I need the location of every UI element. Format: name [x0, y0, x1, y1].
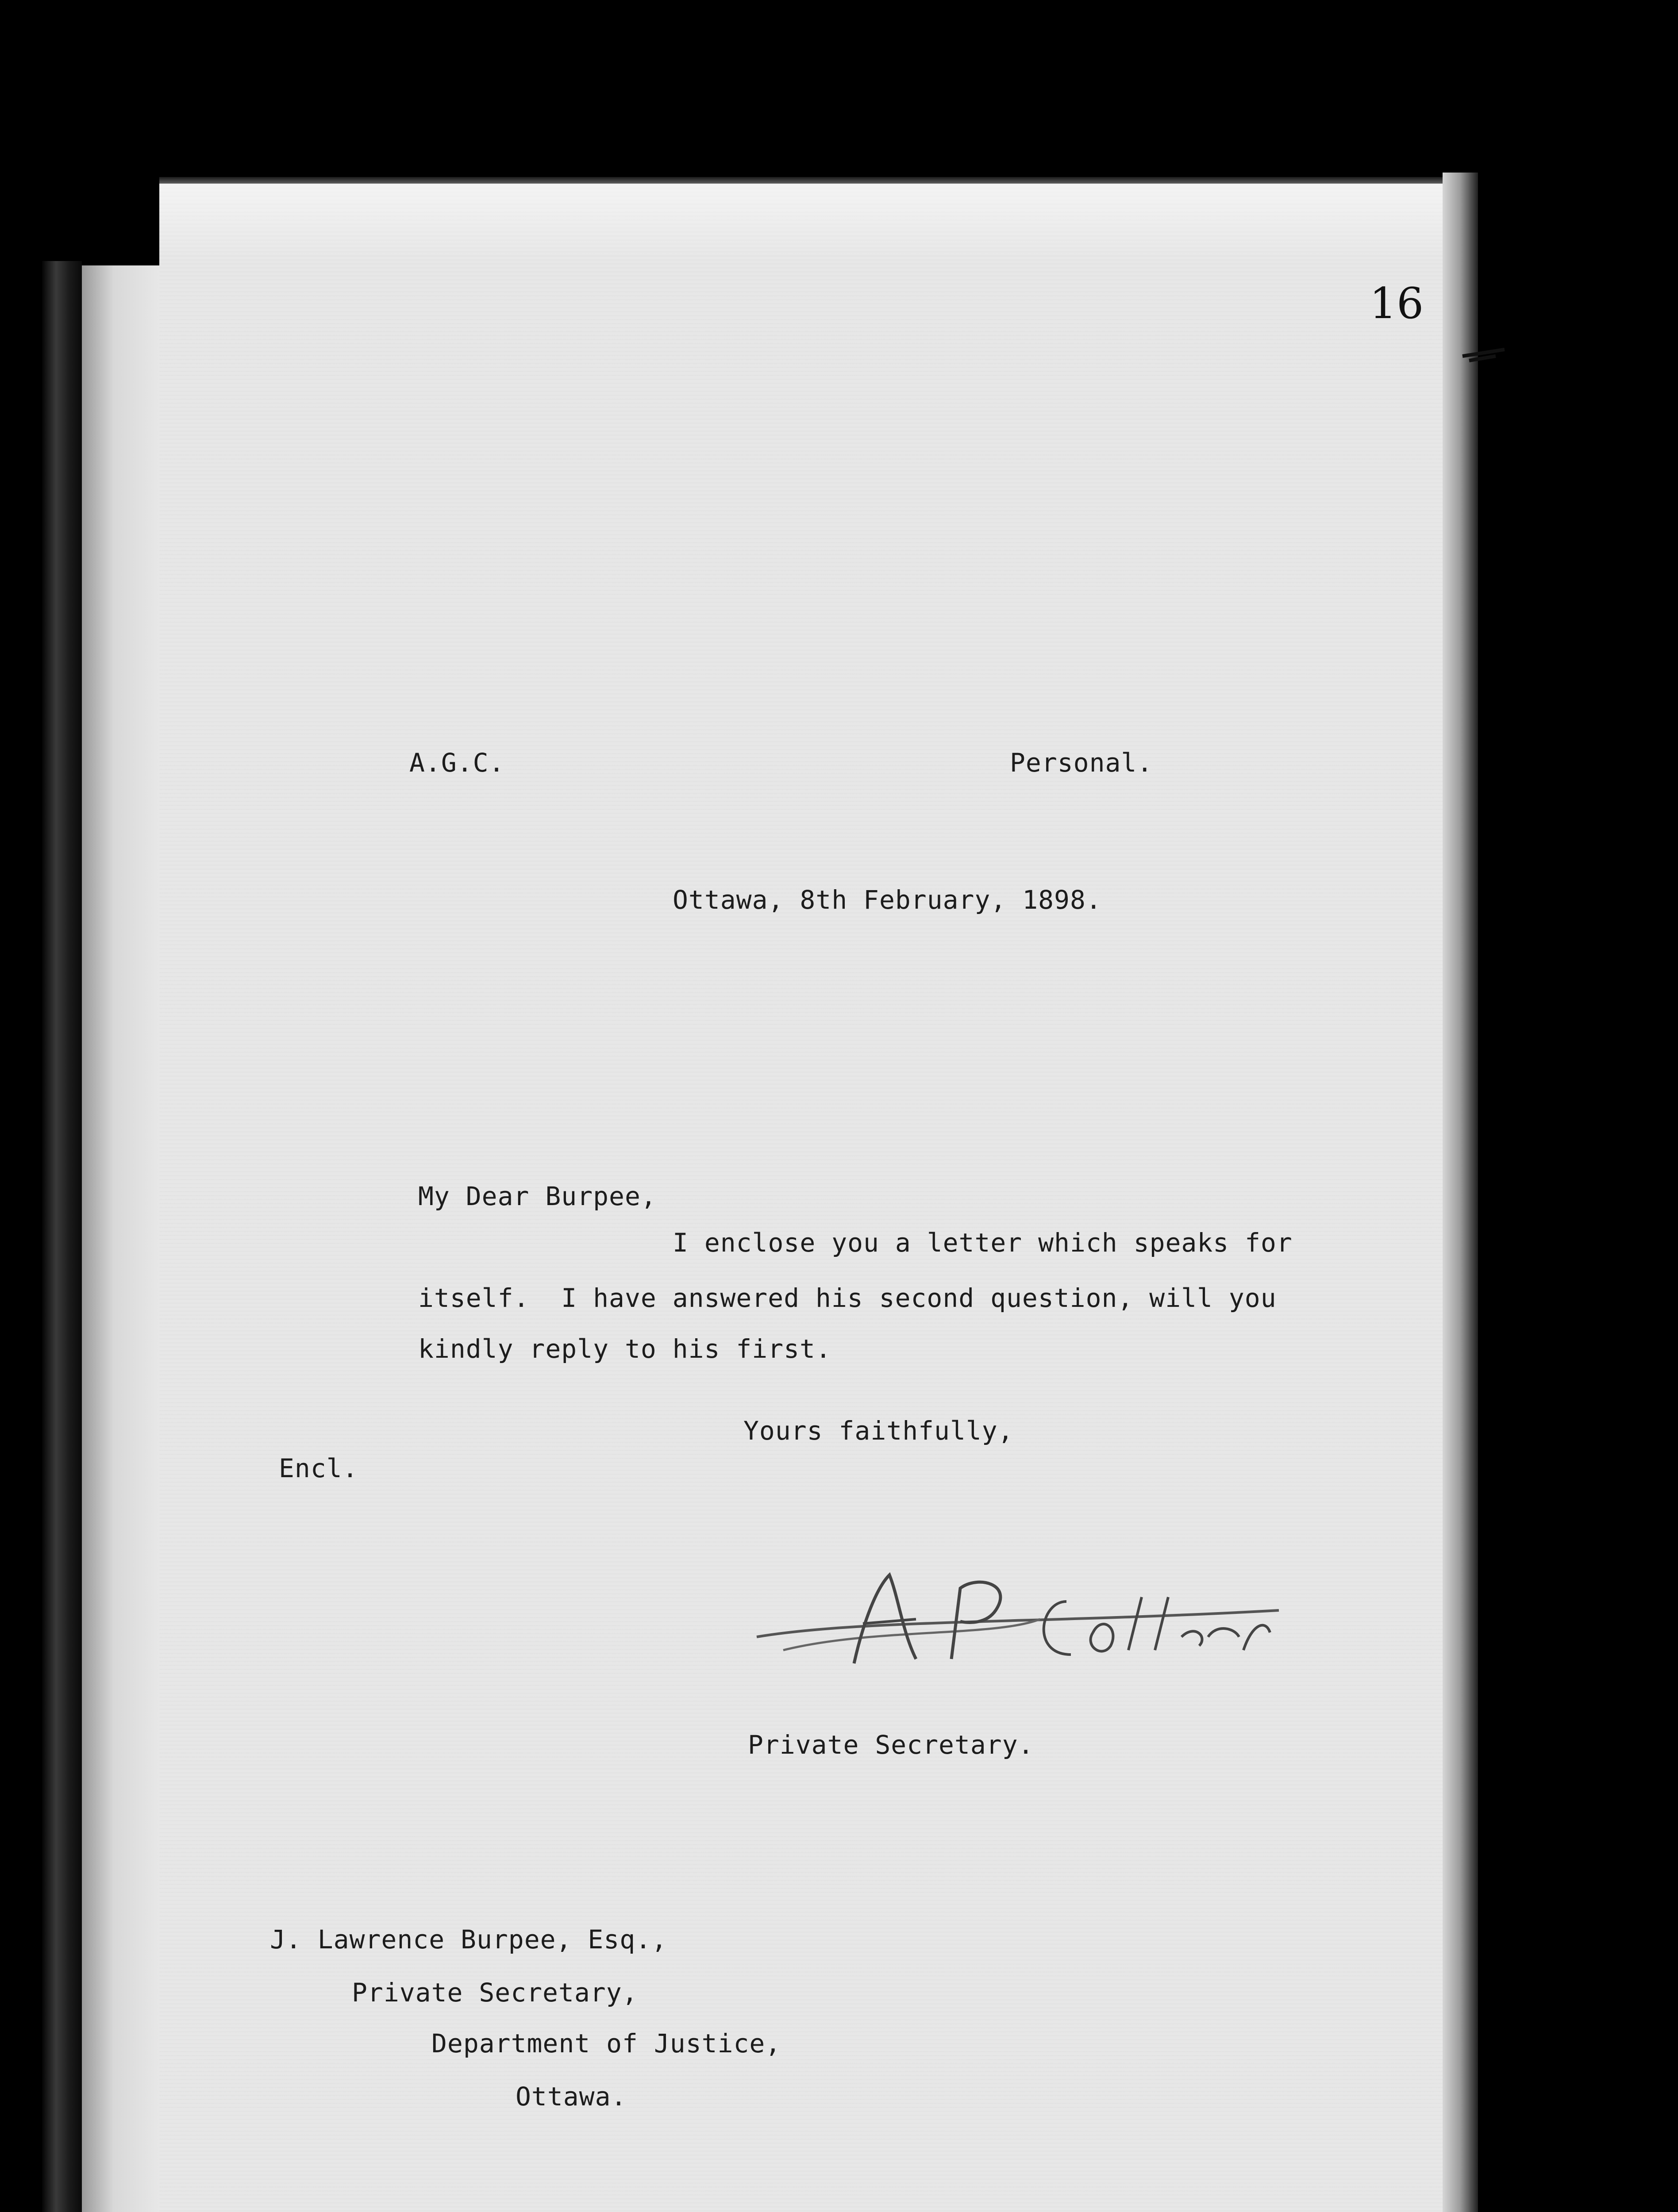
film-left-edge: [42, 261, 82, 2212]
film-left-strip: [82, 265, 162, 2212]
page-right-edge: [1443, 173, 1478, 2212]
margin-mark: [1460, 341, 1509, 367]
body-line-1: I enclose you a letter which speaks for: [673, 1228, 1293, 1258]
personal-mark: Personal.: [1010, 748, 1153, 778]
closing: Yours faithfully,: [743, 1416, 1014, 1446]
body-line-2: itself. I have answered his second question, will you: [418, 1283, 1277, 1313]
address-line-1: J. Lawrence Burpee, Esq.,: [270, 1924, 667, 1955]
letter-page: [159, 184, 1460, 2212]
body-line-3: kindly reply to his first.: [418, 1334, 831, 1364]
page-number: 16: [1370, 279, 1424, 328]
address-line-2: Private Secretary,: [352, 1978, 638, 2008]
reference-code: A.G.C.: [409, 748, 505, 778]
salutation: My Dear Burpee,: [418, 1181, 657, 1211]
address-line-4: Ottawa.: [516, 2081, 627, 2112]
enclosure-note: Encl.: [279, 1453, 358, 1483]
dateline: Ottawa, 8th February, 1898.: [673, 885, 1102, 915]
signatory-title: Private Secretary.: [748, 1730, 1034, 1760]
handwritten-signature: [730, 1548, 1297, 1694]
address-line-3: Department of Justice,: [431, 2028, 781, 2058]
